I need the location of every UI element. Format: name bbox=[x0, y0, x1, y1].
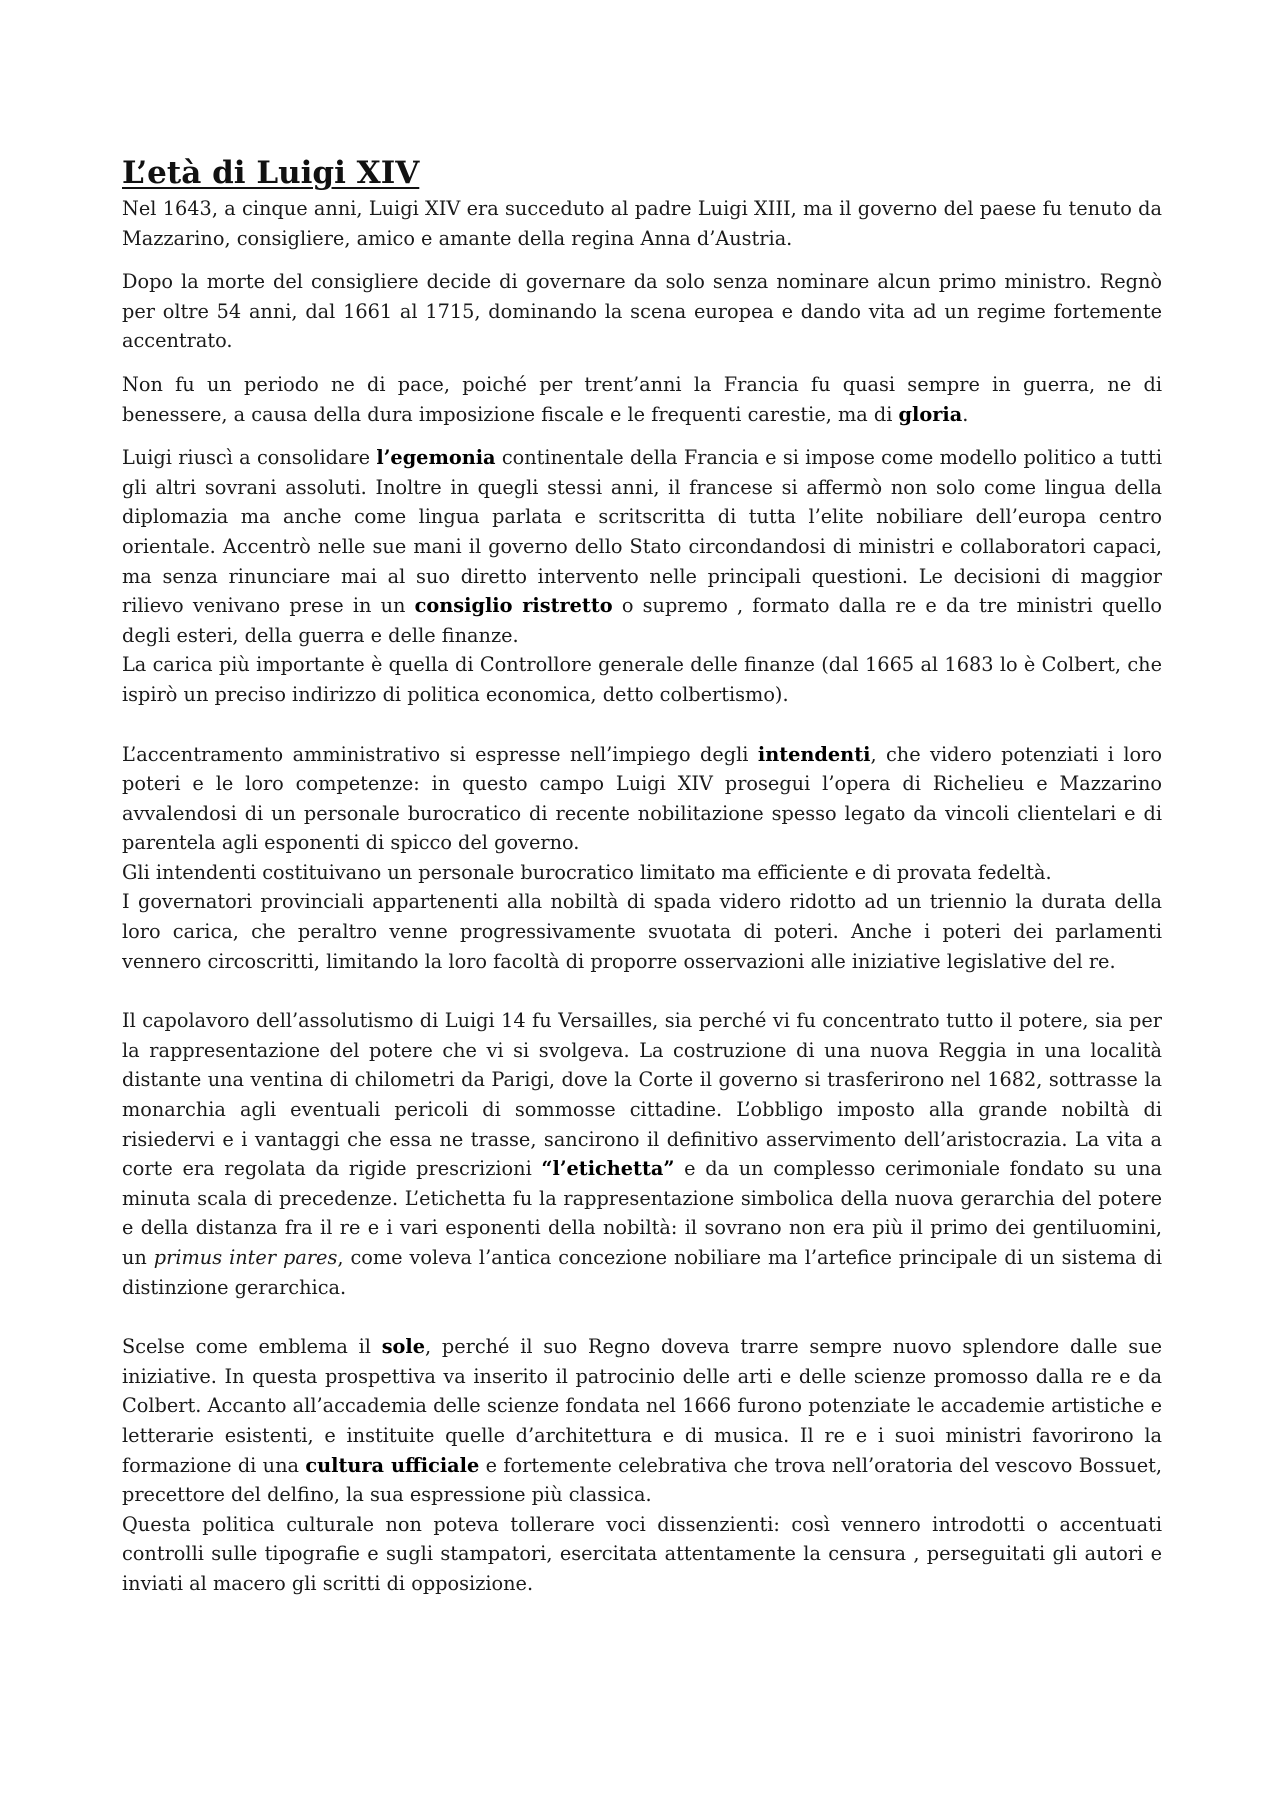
text-run: continentale della Francia e si impose come modello politico a tutti gli altri sovrani assoluti. Inoltre in quegli stessi anni, il francese si affermò non solo come lingua della diplomazia ma anche come lingua parlata e scritscritta di tutta l’elite nobiliare dell’europa centro orientale. Accentrò nelle sue mani il governo dello Stato circondandosi di ministri e collaboratori capaci, ma senza rinunciare mai al suo diretto intervento nelle principali questioni. Le decisioni di maggior rilievo venivano prese in un bbox=[122, 446, 1162, 618]
text-run: e da un complesso cerimoniale fondato su una minuta scala di precedenze. L’etichetta fu la rappresentazione simbolica della nuova gerarchia del potere e della distanza fra il re e i vari esponenti della nobiltà: il sovrano non era più il primo dei gentiluomini, un bbox=[122, 1157, 1162, 1269]
paragraph-colbert: La carica più importante è quella di Controllore generale delle finanze (dal 1665 al 1683 lo è Colbert, che ispirò un preciso indirizzo di politica economica, detto colbertismo). bbox=[122, 653, 1162, 706]
paragraph-versailles bbox=[122, 1006, 1162, 1302]
text-run: Luigi riuscì a consolidare bbox=[122, 446, 377, 470]
document-page bbox=[122, 152, 1162, 1599]
paragraph-intendenti bbox=[122, 740, 1162, 858]
bold-term-etichetta: “l’etichetta” bbox=[541, 1157, 675, 1181]
text-run: , come voleva l’antica concezione nobiliare ma l’artefice principale di un sistema di distinzione gerarchica. bbox=[122, 1246, 1162, 1299]
bold-term-consiglio-ristretto: consiglio ristretto bbox=[414, 594, 613, 618]
text-run: . bbox=[962, 402, 969, 426]
text-run: L’accentramento amministrativo si espresse nell’impiego degli bbox=[122, 742, 758, 766]
text-run: Il capolavoro dell’assolutismo di Luigi 14 fu Versailles, sia perché vi fu concentrato tutto il potere, sia per la rappresentazione del potere che vi si svolgeva. La costruzione di una nuova Reggia in una località distante una ventina di chilometri da Parigi, dove la Corte il governo si trasferirono nel 1682, sottrasse la monarchia agli eventuali pericoli di sommosse cittadine. L’obbligo imposto alla grande nobiltà di risiedervi e i vantaggi che essa ne trasse, sancirono il definitivo asservimento dell’aristocrazia. La vita a corte era regolata da rigide prescrizioni bbox=[122, 1009, 1162, 1181]
bold-term-sole: sole bbox=[381, 1335, 425, 1359]
paragraph-fedelta: Gli intendenti costituivano un personale burocratico limitato ma efficiente e di provata fedeltà. bbox=[122, 860, 1052, 884]
bold-term-egemonia: l’egemonia bbox=[376, 446, 496, 470]
text-run: e fortemente celebrativa che trova nell’oratoria del vescovo Bossuet, precettore del delfino, la sua espressione più classica. bbox=[122, 1453, 1162, 1507]
paragraph-egemonia bbox=[122, 443, 1162, 650]
paragraph-governatori: I governatori provinciali appartenenti alla nobiltà di spada videro ridotto ad un triennio la durata della loro carica, che peraltro venne progressivamente svuotata di poteri. Anche i poteri dei parlamenti vennero circoscritti, limitando la loro facoltà di proporre osservazioni alle iniziative legislative del re. bbox=[122, 890, 1162, 973]
bold-term-intendenti: intendenti bbox=[757, 742, 871, 766]
document-title: L’età di Luigi XIV bbox=[122, 155, 420, 191]
paragraph-sole bbox=[122, 1332, 1162, 1510]
text-run: , perché il suo Regno doveva trarre sempre nuovo splendore dalle sue iniziative. In questa prospettiva va inserito il patrocinio delle arti e delle scienze promosso dalla re e da Colbert. Accanto all’accademia delle scienze fondata nel 1666 furono potenziate le accademie artistiche e letterarie esistenti, e instituite quelle d’architettura e di musica. Il re e i suoi ministri favorirono la formazione di una bbox=[122, 1335, 1163, 1477]
bold-term-gloria: gloria bbox=[898, 402, 963, 426]
paragraph-censura: Questa politica culturale non poteva tollerare voci dissenzienti: così vennero introdotti o accentuati controlli sulle tipografie e sugli stampatori, esercitata attentamente la censura , perseguitati gli autori e inviati al macero gli scritti di opposizione. bbox=[122, 1512, 1162, 1595]
text-run: o supremo , formato dalla re e da tre ministri quello degli esteri, della guerra e delle finanze. bbox=[122, 594, 1162, 647]
text-run: Scelse come emblema il bbox=[122, 1335, 382, 1359]
bold-term-cultura-ufficiale: cultura ufficiale bbox=[305, 1453, 480, 1477]
paragraph-reign: Dopo la morte del consigliere decide di governare da solo senza nominare alcun primo ministro. Regnò per oltre 54 anni, dal 1661 al 1715, dominando la scena europea e dando vita ad un regime fortemente accentrato. bbox=[122, 270, 1162, 353]
text-run: , che videro potenziati i loro poteri e le loro competenze: in questo campo Luigi XIV prosegui l’opera di Richelieu e Mazzarino avvalendosi di un personale burocratico di recente nobilitazione spesso legato da vincoli clientelari e di parentela agli esponenti di spicco del governo. bbox=[122, 742, 1162, 855]
paragraph-intro: Nel 1643, a cinque anni, Luigi XIV era succeduto al padre Luigi XIII, ma il governo del paese fu tenuto da Mazzarino, consigliere, amico e amante della regina Anna d’Austria. bbox=[122, 197, 1162, 250]
paragraph-gloria bbox=[122, 370, 1162, 429]
text-run: Non fu un periodo ne di pace, poiché per trent’anni la Francia fu quasi sempre in guerra, ne di benessere, a causa della dura imposizione fiscale e le frequenti carestie, ma di bbox=[122, 372, 1162, 426]
italic-term-primus-inter-pares: primus inter pares bbox=[153, 1246, 338, 1269]
